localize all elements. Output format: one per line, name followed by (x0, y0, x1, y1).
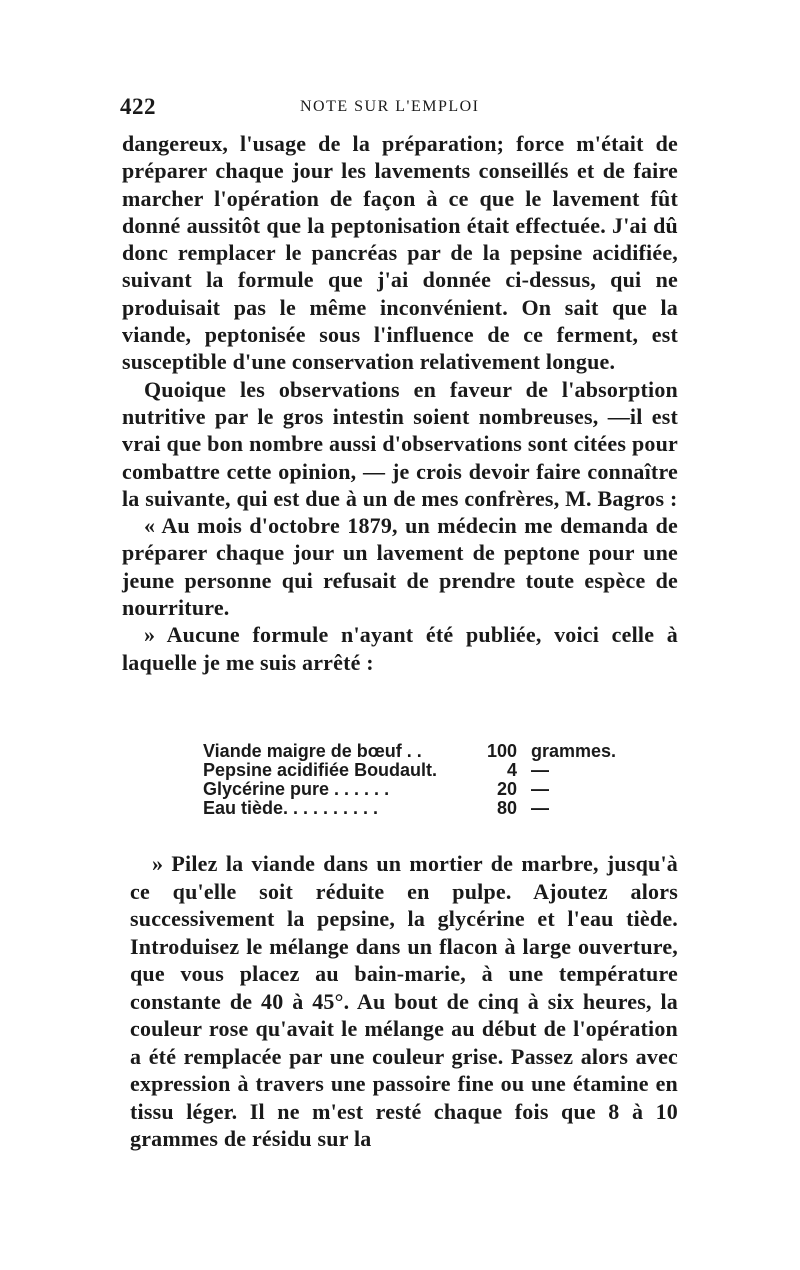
paragraph-continuation: dangereux, l'usage de la préparation; force m'était de préparer chaque jour les lavements conseillés et de faire marcher l'opération de façon à ce que le lavement fût donné aussitôt que la peptonisation était effectuée. J'ai dû donc remplacer le pancréas par de la pepsine acidifiée, suivant la formule que j'ai donnée ci-dessus, qui ne produisait pas le même inconvénient. On sait que la viande, peptonisée sous l'influence de ce ferment, est susceptible d'une conservation relativement longue. (122, 131, 678, 375)
running-title: NOTE SUR L'EMPLOI (300, 98, 480, 115)
recipe-ingredient: Eau tiède. . . . . . . . . . (203, 798, 379, 818)
recipe-row (203, 761, 623, 780)
recipe-ingredient: Pepsine acidifiée Boudault. (203, 760, 438, 780)
recipe-unit: — (531, 798, 549, 818)
paragraph-formula-intro: » Aucune formule n'ayant été publiée, voici celle à laquelle je me suis arrêté : (122, 622, 678, 675)
recipe-quantity: 100 (486, 741, 517, 761)
recipe-unit: — (531, 779, 549, 799)
page-number: 422 (120, 94, 156, 119)
body-text-top (122, 130, 678, 676)
paragraph-observations: Quoique les observations en faveur de l'absorption nutritive par le gros intestin soient nombreuses, —il est vrai que bon nombre aussi d'observations sont citées pour combattre cette opinion, — je crois devoir faire connaître la suivante, qui est due à un de mes confrères, M. Bagros : (122, 376, 678, 511)
page-header (120, 94, 680, 122)
paragraph-quote-start: « Au mois d'octobre 1879, un médecin me demanda de préparer chaque jour un lavement de peptone pour une jeune personne qui refusait de prendre toute espèce de nourriture. (122, 513, 678, 621)
recipe-row (203, 780, 623, 799)
recipe-ingredient: Viande maigre de bœuf . . (203, 741, 422, 761)
recipe-quantity: 20 (496, 779, 517, 799)
recipe-row (203, 742, 623, 761)
recipe-unit: — (531, 760, 549, 780)
recipe-unit: grammes. (531, 741, 617, 761)
recipe-ingredient: Glycérine pure . . . . . . (203, 779, 390, 799)
body-text-bottom (130, 850, 678, 1153)
recipe-quantity: 4 (506, 760, 517, 780)
recipe-row (203, 799, 623, 818)
recipe-table (203, 742, 623, 818)
paragraph-instructions: » Pilez la viande dans un mortier de marbre, jusqu'à ce qu'elle soit réduite en pulpe. Ajoutez alors successivement la pepsine, la glycérine et l'eau tiède. Introduisez le mélange dans un flacon à large ouverture, que vous placez au bain-marie, à une température constante de 40 à 45°. Au bout de cinq à six heures, la couleur rose qu'avait le mélange au début de l'opération a été remplacée par une couleur grise. Passez alors avec expression à travers une passoire fine ou une étamine en tissu léger. Il ne m'est resté chaque fois que 8 à 10 grammes de résidu sur la (130, 851, 678, 1151)
recipe-quantity: 80 (496, 798, 517, 818)
